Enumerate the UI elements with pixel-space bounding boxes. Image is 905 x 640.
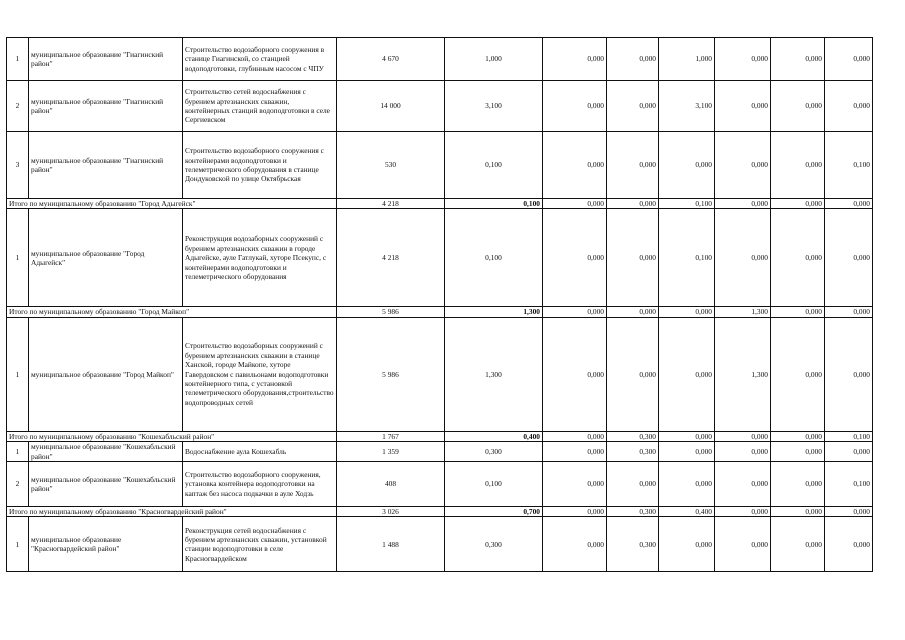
project-description: Реконструкция сетей водоснабжения с бурением артезианских скважин, установкой станции водоподготовки в селе Красногвардейском <box>183 517 337 572</box>
value-cell: 0,000 <box>825 517 873 572</box>
municipality-name: муниципальное образование "Кошехабльский район" <box>29 462 183 507</box>
municipality-name: муниципальное образование "Гиагинский район" <box>29 38 183 81</box>
total-value: 1,300 <box>445 307 543 317</box>
value-cell: 0,000 <box>771 209 825 307</box>
total-value: 0,100 <box>825 431 873 441</box>
total-value: 0,000 <box>607 199 659 209</box>
project-description: Реконструкция водозаборных сооружений с бурением артезианских скважин в городе Адыгейске, ауле Гатлукай, хуторе Псекупс, с контейнерами водоподготовки и телеметрического оборудования <box>183 209 337 307</box>
project-cost: 530 <box>337 132 445 199</box>
value-cell: 0,000 <box>607 462 659 507</box>
value-cell: 1,000 <box>445 38 543 81</box>
value-cell: 0,300 <box>607 517 659 572</box>
value-cell: 1,300 <box>445 317 543 431</box>
table-row <box>7 38 873 81</box>
value-cell: 1,300 <box>715 317 771 431</box>
value-cell: 0,000 <box>543 209 607 307</box>
total-value: 0,000 <box>825 307 873 317</box>
total-cost: 3 026 <box>337 507 445 517</box>
total-value: 0,400 <box>445 431 543 441</box>
value-cell: 0,000 <box>543 132 607 199</box>
value-cell: 0,100 <box>825 462 873 507</box>
row-number: 2 <box>7 81 29 132</box>
total-value: 0,000 <box>607 307 659 317</box>
value-cell: 0,100 <box>445 132 543 199</box>
total-label: Итого по муниципальному образованию "Город Майкоп" <box>7 307 337 317</box>
value-cell: 3,100 <box>445 81 543 132</box>
total-value: 0,000 <box>825 507 873 517</box>
row-number: 1 <box>7 442 29 462</box>
value-cell: 0,000 <box>543 517 607 572</box>
value-cell: 0,100 <box>445 209 543 307</box>
total-label: Итого по муниципальному образованию "Город Адыгейск" <box>7 199 337 209</box>
value-cell: 0,000 <box>715 81 771 132</box>
value-cell: 0,000 <box>543 442 607 462</box>
value-cell: 0,000 <box>715 517 771 572</box>
project-description: Строительство водозаборного сооружения с контейнерами водоподготовки и телеметрического оборудования в станице Дондуковской по улице Октябрьская <box>183 132 337 199</box>
row-number: 1 <box>7 317 29 431</box>
project-cost: 4 218 <box>337 209 445 307</box>
project-description: Строительство сетей водоснабжения с бурением артезианских скважин, контейнерных станций водоподготовки в селе Сергиевском <box>183 81 337 132</box>
municipality-name: муниципальное образование "Город Майкоп" <box>29 317 183 431</box>
total-value: 0,000 <box>543 431 607 441</box>
value-cell: 0,000 <box>659 462 715 507</box>
municipality-name: муниципальное образование "Гиагинский район" <box>29 81 183 132</box>
total-value: 0,100 <box>445 199 543 209</box>
value-cell: 0,000 <box>659 132 715 199</box>
value-cell: 0,000 <box>659 442 715 462</box>
table-row <box>7 81 873 132</box>
value-cell: 0,000 <box>607 317 659 431</box>
project-cost: 1 488 <box>337 517 445 572</box>
total-label: Итого по муниципальному образованию "Красногвардейский район" <box>7 507 337 517</box>
municipality-name: муниципальное образование "Красногвардейский район" <box>29 517 183 572</box>
value-cell: 0,000 <box>543 81 607 132</box>
investment-program-table <box>6 37 873 572</box>
table-row <box>7 317 873 431</box>
project-cost: 4 670 <box>337 38 445 81</box>
total-value: 0,000 <box>825 199 873 209</box>
value-cell: 0,000 <box>607 132 659 199</box>
municipality-name: муниципальное образование "Город Адыгейск" <box>29 209 183 307</box>
table-row <box>7 209 873 307</box>
value-cell: 0,000 <box>771 81 825 132</box>
total-row <box>7 307 873 317</box>
value-cell: 0,000 <box>715 38 771 81</box>
value-cell: 0,000 <box>715 132 771 199</box>
value-cell: 0,000 <box>825 38 873 81</box>
value-cell: 0,300 <box>445 442 543 462</box>
total-row <box>7 199 873 209</box>
table-row <box>7 517 873 572</box>
total-value: 0,700 <box>445 507 543 517</box>
table-row <box>7 132 873 199</box>
project-description: Строительство водозаборных сооружений с бурением артезианских скважин в станице Ханской, городе Майкопе, хуторе Гавердовском с павильонами водоподготовки контейнерного типа, с установкой телеметрического оборудования,строительство водопроводных сетей <box>183 317 337 431</box>
value-cell: 3,100 <box>659 81 715 132</box>
value-cell: 0,100 <box>825 132 873 199</box>
table-row <box>7 442 873 462</box>
row-number: 2 <box>7 462 29 507</box>
value-cell: 0,000 <box>543 462 607 507</box>
total-value: 0,000 <box>659 307 715 317</box>
value-cell: 0,000 <box>659 317 715 431</box>
value-cell: 0,300 <box>445 517 543 572</box>
total-value: 0,000 <box>715 431 771 441</box>
total-value: 0,000 <box>771 199 825 209</box>
value-cell: 0,000 <box>659 517 715 572</box>
value-cell: 0,000 <box>715 442 771 462</box>
value-cell: 0,000 <box>771 132 825 199</box>
value-cell: 0,000 <box>715 462 771 507</box>
value-cell: 0,300 <box>607 442 659 462</box>
value-cell: 0,000 <box>825 81 873 132</box>
total-value: 0,300 <box>607 507 659 517</box>
total-value: 0,100 <box>659 199 715 209</box>
total-value: 0,000 <box>771 431 825 441</box>
value-cell: 0,000 <box>607 81 659 132</box>
total-value: 1,300 <box>715 307 771 317</box>
total-cost: 4 218 <box>337 199 445 209</box>
row-number: 1 <box>7 517 29 572</box>
value-cell: 0,100 <box>659 209 715 307</box>
value-cell: 0,000 <box>825 209 873 307</box>
project-cost: 1 359 <box>337 442 445 462</box>
value-cell: 0,000 <box>543 38 607 81</box>
value-cell: 0,000 <box>771 38 825 81</box>
value-cell: 0,000 <box>825 317 873 431</box>
project-cost: 14 000 <box>337 81 445 132</box>
total-value: 0,000 <box>715 199 771 209</box>
value-cell: 0,000 <box>771 442 825 462</box>
total-value: 0,300 <box>607 431 659 441</box>
project-description: Строительство водозаборного сооружения, установка контейнера водоподготовки на каптаж без насоса подкачки в ауле Ходзь <box>183 462 337 507</box>
value-cell: 0,000 <box>543 317 607 431</box>
value-cell: 0,000 <box>771 517 825 572</box>
value-cell: 0,000 <box>825 442 873 462</box>
total-cost: 1 767 <box>337 431 445 441</box>
municipality-name: муниципальное образование "Кошехабльский район" <box>29 442 183 462</box>
total-value: 0,000 <box>543 307 607 317</box>
row-number: 1 <box>7 38 29 81</box>
total-value: 0,000 <box>771 307 825 317</box>
project-cost: 408 <box>337 462 445 507</box>
total-value: 0,000 <box>543 199 607 209</box>
municipality-name: муниципальное образование "Гиагинский район" <box>29 132 183 199</box>
total-value: 0,000 <box>771 507 825 517</box>
project-description: Строительство водозаборного сооружения в станице Гиагинской, со станцией водоподготовки, глубинным насосом с ЧПУ <box>183 38 337 81</box>
project-description: Водоснабжение аула Кошехабль <box>183 442 337 462</box>
row-number: 1 <box>7 209 29 307</box>
total-label: Итого по муниципальному образованию "Кошехабльский район" <box>7 431 337 441</box>
value-cell: 1,000 <box>659 38 715 81</box>
table-body <box>7 38 873 572</box>
total-value: 0,000 <box>715 507 771 517</box>
table-row <box>7 462 873 507</box>
total-value: 0,000 <box>543 507 607 517</box>
value-cell: 0,000 <box>607 209 659 307</box>
value-cell: 0,000 <box>771 317 825 431</box>
total-value: 0,000 <box>659 431 715 441</box>
total-row <box>7 507 873 517</box>
value-cell: 0,000 <box>607 38 659 81</box>
project-cost: 5 986 <box>337 317 445 431</box>
row-number: 3 <box>7 132 29 199</box>
total-cost: 5 986 <box>337 307 445 317</box>
value-cell: 0,100 <box>445 462 543 507</box>
value-cell: 0,000 <box>771 462 825 507</box>
total-row <box>7 431 873 441</box>
total-value: 0,400 <box>659 507 715 517</box>
value-cell: 0,000 <box>715 209 771 307</box>
